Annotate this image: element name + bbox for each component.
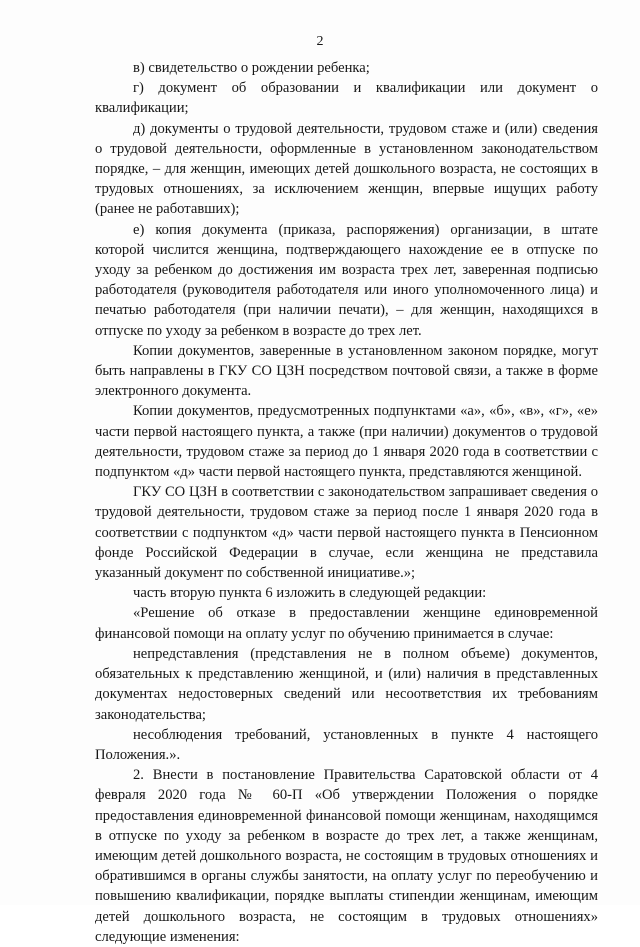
document-body [95, 58, 598, 947]
paragraph-item-v: в) свидетельство о рождении ребенка; [133, 60, 370, 76]
paragraph-refusal-reason-1: непредставления (представления не в полном объеме) документов, обязательных к представлению женщиной, и (или) наличия в представленных документах недостоверных сведений или несоответствия их требованиям законодательства; [95, 645, 598, 723]
paragraph-refusal-decision: «Решение об отказе в предоставлении женщине единовременной финансовой помощи на оплату услуг по обучению принимается в случае: [95, 605, 598, 642]
page-number: 2 [316, 34, 324, 49]
paragraph-item-g: г) документ об образовании и квалификации или документ о квалификации; [95, 80, 598, 117]
paragraph-copies-by-mail: Копии документов, заверенные в установленном законом порядке, могут быть направлены в ГКУ СО ЦЗН посредством почтовой связи, а также в форме электронного документа. [95, 342, 598, 400]
paragraph-item-e: е) копия документа (приказа, распоряжения) организации, в штате которой числится женщина, подтверждающего нахождение ее в отпуске по уходу за ребенком до достижения им возраста трех лет, заверенная подписью работодателя (руководителя работодателя или иного уполномоченного лица) и печатью работодателя (при наличии печати), – для женщин, находящихся в отпуске по уходу за ребенком в возрасте до трех лет. [95, 221, 598, 339]
paragraph-part-two-intro: часть вторую пункта 6 изложить в следующей редакции: [133, 585, 487, 602]
paragraph-copies-submitted: Копии документов, предусмотренных подпунктами «а», «б», «в», «г», «е» части первой настоящего пункта, а также (при наличии) документов о трудовой деятельности, трудовом стаже за период до 1 января 2020 года в соответствии с подпунктом «д» части первой настоящего пункта, представляются женщиной. [95, 403, 598, 481]
paragraph-gku-request: ГКУ СО ЦЗН в соответствии с законодательством запрашивает сведения о трудовой деятельности, трудовом стаже за период после 1 января 2020 года в соответствии с подпунктом «д» части первой настоящего пункта в Пенсионном фонде Российской Федерации в случае, если женщина не представила указанный документ по собственной инициативе.»; [95, 484, 598, 582]
paragraph-refusal-reason-2: несоблюдения требований, установленных в пункте 4 настоящего Положения.». [95, 726, 598, 763]
paragraph-item-d: д) документы о трудовой деятельности, трудовом стаже и (или) сведения о трудовой деятельности, оформленные в установленном законодательством порядке, – для женщин, имеющих детей дошкольного возраста, не состоящих в трудовых отношениях, за исключением женщин, впервые ищущих работу (ранее не работавших); [95, 120, 598, 218]
paragraph-amendment-2: 2. Внести в постановление Правительства Саратовской области от 4 февраля 2020 года № 60-П «Об утверждении Положения о порядке предоставления единовременной финансовой помощи женщинам, находящимся в отпуске по уходу за ребенком в возрасте до трех лет, а также женщинам, имеющим детей дошкольного возраста, не состоящим в трудовых отношениях и обратившимся в органы службы занятости, на оплату услуг по переобучению и повышению квалификации, порядке выплаты стипендии женщинам, имеющим детей дошкольного возраста, не состоящим в трудовых отношениях» следующие изменения: [95, 767, 598, 945]
